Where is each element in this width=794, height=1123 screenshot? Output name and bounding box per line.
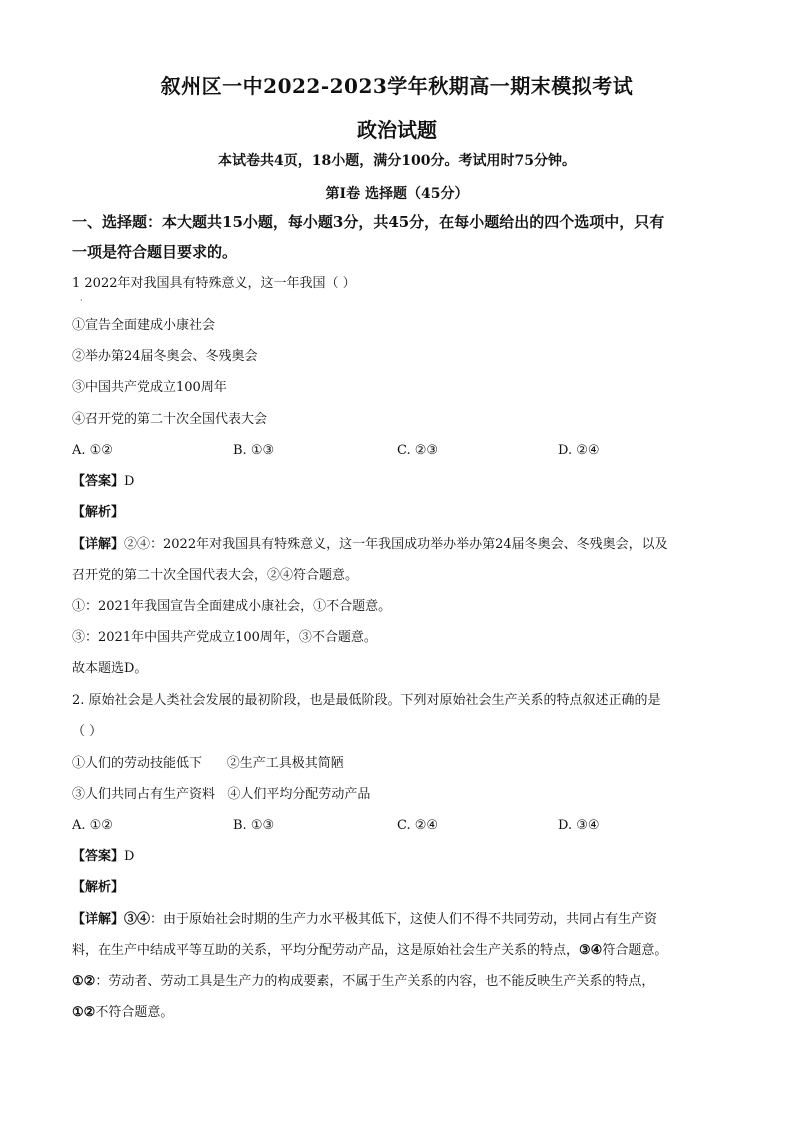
q1-detail-label: 【详解】	[72, 537, 125, 552]
q1-answer-label: 【答案】	[72, 474, 125, 489]
q2-option-d: D. ③④	[558, 818, 600, 833]
q2-detail-text-2-tail: 符合题意。	[602, 943, 668, 958]
q2-answer-line	[72, 849, 732, 865]
q2-stem-line-1: 2. 原始社会是人类社会发展的最初阶段，也是最低阶段。下列对原始社会生产关系的特点叙述正确的是	[72, 693, 661, 708]
q2-detail-text-1: ：由于原始社会时期的生产力水平极其低下，这使人们不得不共同劳动，共同占有生产资	[150, 912, 658, 927]
q2-detail-ref-1: ③④	[124, 912, 151, 927]
q2-analysis-label: 【解析】	[72, 880, 125, 895]
q2-option-a: A. ①②	[72, 818, 113, 833]
q2-detail-ref-2: ③④	[579, 943, 603, 958]
q1-answer-line	[72, 474, 732, 490]
q2-detail-label: 【详解】	[72, 912, 125, 927]
q2-stem-line-2: （ ）	[72, 724, 103, 739]
q1-item-1: ①宣告全面建成小康社会	[72, 318, 216, 333]
exam-notice: 本试卷共4页，18小题，满分100分。考试用时75分钟。	[218, 153, 576, 169]
q2-option-b: B. ①③	[233, 818, 275, 833]
q1-option-d: D. ②④	[558, 443, 600, 458]
q1-stem: 1 2022年对我国具有特殊意义，这一年我国（ ）	[72, 276, 356, 291]
q1-item-2: ②举办第24届冬奥会、冬残奥会	[72, 349, 258, 364]
q1-option-b: B. ①③	[233, 443, 275, 458]
q2-detail-text-2: 料，在生产中结成平等互助的关系，平均分配劳动产品，这是原始社会生产关系的特点，	[72, 943, 580, 958]
q1-item-3: ③中国共产党成立100周年	[72, 380, 227, 395]
q2-detail-text-3: ：劳动者、劳动工具是生产力的构成要素，不属于生产关系的内容，也不能反映生产关系的特点，	[95, 974, 655, 989]
q2-answer-label: 【答案】	[72, 849, 125, 864]
exam-subject-title: 政治试题	[357, 118, 437, 142]
q2-detail-line-1	[72, 912, 732, 928]
exam-main-title: 叙州区一中2022-2023学年秋期高一期末模拟考试	[160, 74, 634, 98]
q2-detail-text-4: 不符合题意。	[95, 1005, 174, 1020]
q2-answer-value: D	[124, 849, 135, 864]
q1-detail-line-3: ①：2021年我国宣告全面建成小康社会，①不合题意。	[72, 599, 392, 614]
q1-detail-line-2: 召开党的第二十次全国代表大会，②④符合题意。	[72, 568, 359, 583]
q2-items-row-1: ①人们的劳动技能低下 ②生产工具极其简陋	[72, 756, 344, 771]
q2-detail-ref-3: ①②	[72, 974, 96, 989]
q2-detail-line-3	[72, 974, 732, 990]
q2-items-row-2: ③人们共同占有生产资料 ④人们平均分配劳动产品	[72, 787, 371, 802]
q1-analysis-label: 【解析】	[72, 505, 125, 520]
q1-option-a: A. ①②	[72, 443, 113, 458]
q1-detail-text-1: ②④：2022年对我国具有特殊意义，这一年我国成功举办举办第24届冬奥会、冬残奥会，以及	[124, 537, 668, 552]
section-instruction-line-2: 一项是符合题目要求的。	[72, 243, 238, 261]
q1-detail-line-1	[72, 537, 732, 553]
q2-detail-line-2	[72, 943, 732, 959]
q1-option-c: C. ②③	[397, 443, 439, 458]
q1-item-4: ④召开党的第二十次全国代表大会	[72, 412, 268, 427]
q1-dot-mark: ·	[80, 296, 83, 305]
q1-conclusion: 故本题选D。	[72, 661, 148, 676]
q1-detail-line-4: ③：2021年中国共产党成立100周年，③不合题意。	[72, 630, 377, 645]
section-instruction-line-1: 一、选择题：本大题共15小题，每小题3分，共45分，在每小题给出的四个选项中，只有	[72, 213, 665, 231]
q2-detail-ref-4: ①②	[72, 1005, 96, 1020]
part-title: 第I卷 选择题（45分）	[325, 186, 469, 202]
q2-detail-line-4	[72, 1005, 732, 1021]
q1-answer-value: D	[124, 474, 135, 489]
q2-option-c: C. ②④	[397, 818, 439, 833]
